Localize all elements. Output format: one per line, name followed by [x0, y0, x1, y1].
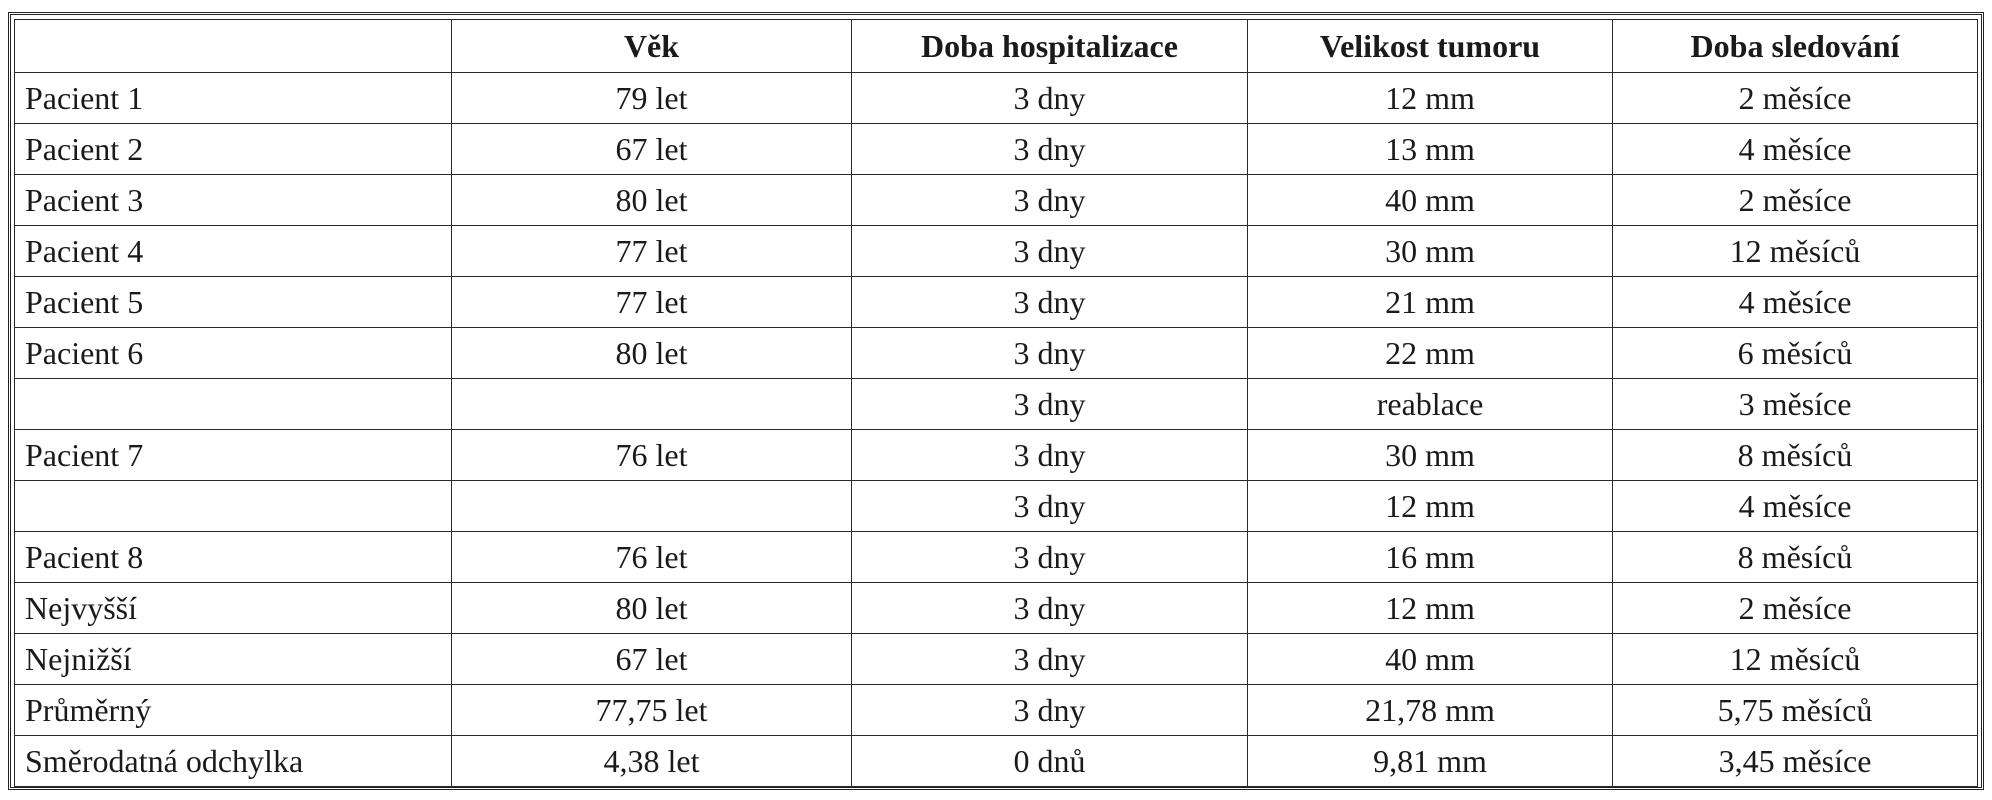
tumor-size-cell: reablace	[1248, 379, 1613, 430]
age-cell: 77 let	[452, 226, 852, 277]
row-label: Pacient 1	[15, 73, 452, 124]
table-row	[15, 328, 1978, 379]
row-label: Pacient 3	[15, 175, 452, 226]
tumor-size-cell: 30 mm	[1248, 226, 1613, 277]
table-header-row	[15, 20, 1978, 73]
patient-data-table	[14, 19, 1978, 787]
age-cell: 80 let	[452, 328, 852, 379]
row-label: Nejvyšší	[15, 583, 452, 634]
row-label: Pacient 4	[15, 226, 452, 277]
follow-up-cell: 12 měsíců	[1613, 226, 1978, 277]
follow-up-cell: 4 měsíce	[1613, 481, 1978, 532]
tumor-size-cell: 12 mm	[1248, 583, 1613, 634]
table-row	[15, 532, 1978, 583]
follow-up-cell: 12 měsíců	[1613, 634, 1978, 685]
row-label: Nejnižší	[15, 634, 452, 685]
table-row	[15, 226, 1978, 277]
hospitalization-cell: 3 dny	[852, 124, 1248, 175]
follow-up-cell: 2 měsíce	[1613, 73, 1978, 124]
tumor-size-cell: 21 mm	[1248, 277, 1613, 328]
hospitalization-cell: 3 dny	[852, 532, 1248, 583]
row-label: Pacient 2	[15, 124, 452, 175]
table-row	[15, 175, 1978, 226]
row-label: Pacient 7	[15, 430, 452, 481]
age-cell	[452, 379, 852, 430]
header-cell-empty	[15, 20, 452, 73]
row-label: Pacient 6	[15, 328, 452, 379]
hospitalization-cell: 3 dny	[852, 634, 1248, 685]
tumor-size-cell: 12 mm	[1248, 481, 1613, 532]
header-cell-follow-up: Doba sledování	[1613, 20, 1978, 73]
follow-up-cell: 2 měsíce	[1613, 583, 1978, 634]
row-label: Pacient 8	[15, 532, 452, 583]
tumor-size-cell: 12 mm	[1248, 73, 1613, 124]
follow-up-cell: 5,75 měsíců	[1613, 685, 1978, 736]
age-cell: 77 let	[452, 277, 852, 328]
table-row	[15, 736, 1978, 787]
age-cell: 76 let	[452, 532, 852, 583]
row-label	[15, 379, 452, 430]
age-cell: 4,38 let	[452, 736, 852, 787]
row-label	[15, 481, 452, 532]
table-row	[15, 481, 1978, 532]
tumor-size-cell: 13 mm	[1248, 124, 1613, 175]
hospitalization-cell: 3 dny	[852, 685, 1248, 736]
tumor-size-cell: 21,78 mm	[1248, 685, 1613, 736]
hospitalization-cell: 3 dny	[852, 583, 1248, 634]
follow-up-cell: 8 měsíců	[1613, 532, 1978, 583]
hospitalization-cell: 3 dny	[852, 379, 1248, 430]
table-row	[15, 685, 1978, 736]
tumor-size-cell: 40 mm	[1248, 634, 1613, 685]
age-cell: 77,75 let	[452, 685, 852, 736]
tumor-size-cell: 22 mm	[1248, 328, 1613, 379]
age-cell: 80 let	[452, 175, 852, 226]
hospitalization-cell: 3 dny	[852, 277, 1248, 328]
table-row	[15, 634, 1978, 685]
age-cell: 80 let	[452, 583, 852, 634]
hospitalization-cell: 3 dny	[852, 430, 1248, 481]
follow-up-cell: 3,45 měsíce	[1613, 736, 1978, 787]
hospitalization-cell: 3 dny	[852, 175, 1248, 226]
table-row	[15, 124, 1978, 175]
table-row	[15, 379, 1978, 430]
table-row	[15, 583, 1978, 634]
row-label: Směrodatná odchylka	[15, 736, 452, 787]
hospitalization-cell: 3 dny	[852, 328, 1248, 379]
table-row	[15, 277, 1978, 328]
hospitalization-cell: 3 dny	[852, 481, 1248, 532]
header-cell-hospitalization: Doba hospitalizace	[852, 20, 1248, 73]
age-cell: 76 let	[452, 430, 852, 481]
row-label: Průměrný	[15, 685, 452, 736]
age-cell: 67 let	[452, 124, 852, 175]
age-cell: 67 let	[452, 634, 852, 685]
header-cell-age: Věk	[452, 20, 852, 73]
table-row	[15, 430, 1978, 481]
follow-up-cell: 4 měsíce	[1613, 124, 1978, 175]
age-cell	[452, 481, 852, 532]
hospitalization-cell: 3 dny	[852, 73, 1248, 124]
tumor-size-cell: 30 mm	[1248, 430, 1613, 481]
follow-up-cell: 4 měsíce	[1613, 277, 1978, 328]
tumor-size-cell: 16 mm	[1248, 532, 1613, 583]
follow-up-cell: 3 měsíce	[1613, 379, 1978, 430]
row-label: Pacient 5	[15, 277, 452, 328]
follow-up-cell: 6 měsíců	[1613, 328, 1978, 379]
table-row	[15, 73, 1978, 124]
hospitalization-cell: 3 dny	[852, 226, 1248, 277]
hospitalization-cell: 0 dnů	[852, 736, 1248, 787]
header-cell-tumor-size: Velikost tumoru	[1248, 20, 1613, 73]
follow-up-cell: 2 měsíce	[1613, 175, 1978, 226]
follow-up-cell: 8 měsíců	[1613, 430, 1978, 481]
tumor-size-cell: 40 mm	[1248, 175, 1613, 226]
tumor-size-cell: 9,81 mm	[1248, 736, 1613, 787]
age-cell: 79 let	[452, 73, 852, 124]
